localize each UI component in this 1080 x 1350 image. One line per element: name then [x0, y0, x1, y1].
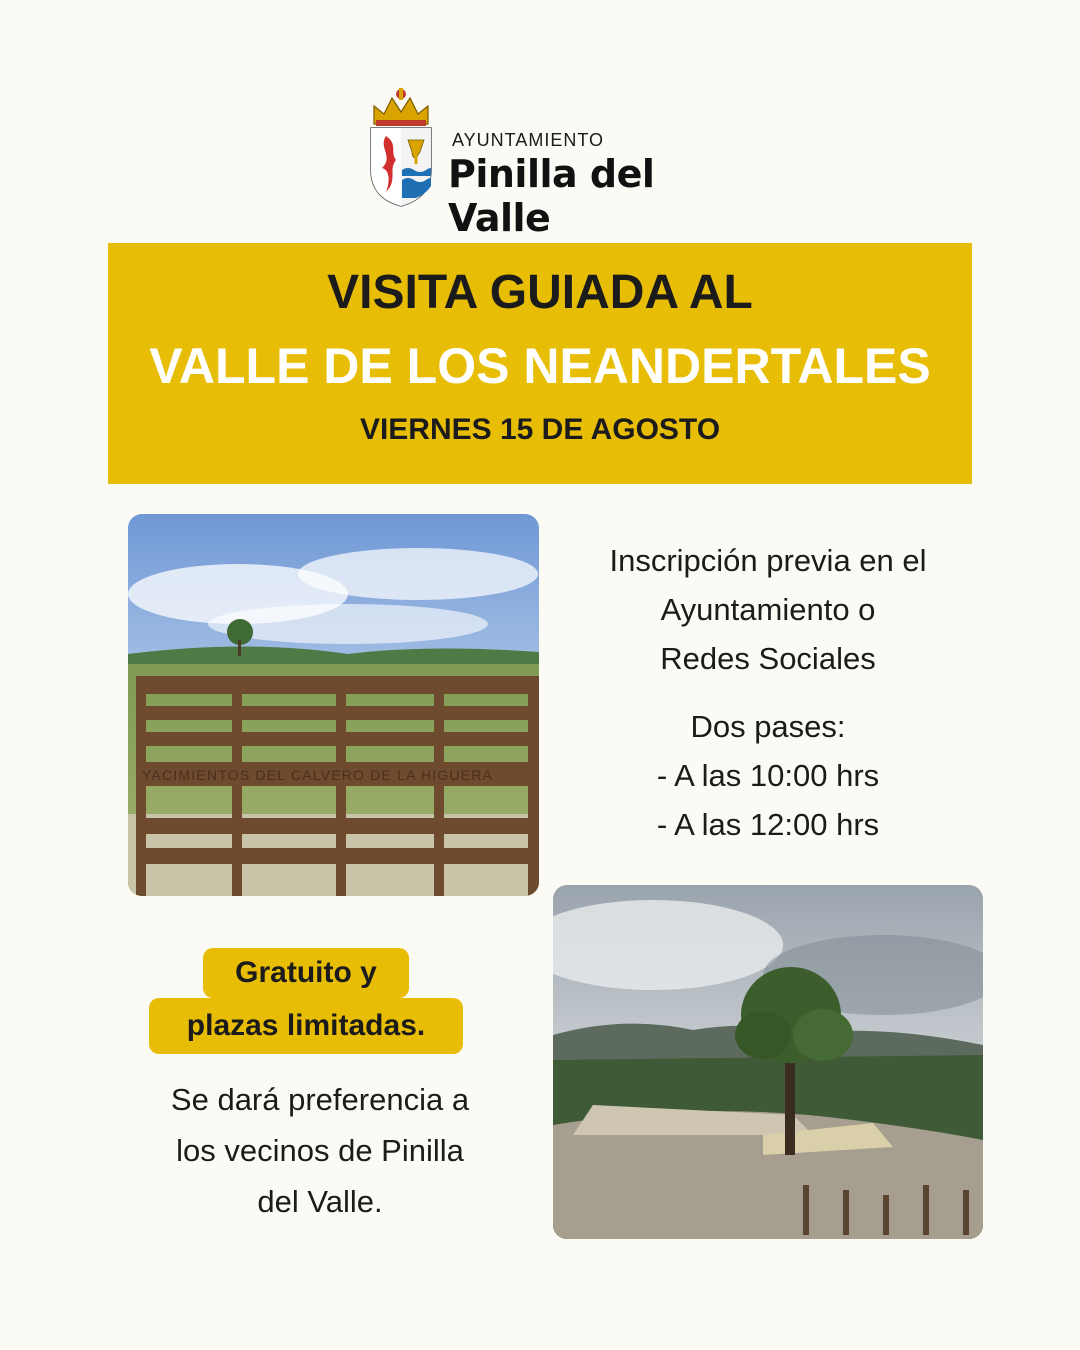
preference-line: los vecinos de Pinilla [176, 1133, 464, 1168]
excavation-site-photo [553, 885, 983, 1239]
preference-note [130, 1074, 510, 1227]
title-line-2: VALLE DE LOS NEANDERTALES [149, 338, 931, 394]
pass-time: - A las 12:00 hrs [656, 807, 880, 842]
title-line-1: VISITA GUIADA AL [327, 266, 753, 319]
event-date: VIERNES 15 DE AGOSTO [359, 413, 721, 446]
fence-sign-text: YACIMIENTOS DEL CALVERO DE LA HIGUERA [142, 767, 494, 783]
municipality-logo [368, 86, 768, 240]
pass-time: - A las 10:00 hrs [656, 758, 880, 793]
passes-info [568, 702, 968, 849]
limited-places-badge: plazas limitadas. [149, 998, 463, 1054]
municipal-coat-of-arms-icon [368, 86, 434, 208]
free-badge: Gratuito y [203, 948, 409, 998]
registration-line: Redes Sociales [660, 641, 876, 676]
registration-info [568, 536, 968, 683]
registration-line: Ayuntamiento o [660, 592, 876, 627]
registration-line: Inscripción previa en el [609, 543, 927, 578]
title-banner [108, 243, 972, 484]
org-name: Pinilla del Valle [448, 152, 655, 240]
preference-line: Se dará preferencia a [170, 1082, 470, 1117]
passes-heading: Dos pases: [690, 709, 846, 744]
preference-line: del Valle. [257, 1184, 383, 1219]
fence-photo [128, 514, 539, 896]
org-label: AYUNTAMIENTO [452, 130, 605, 150]
